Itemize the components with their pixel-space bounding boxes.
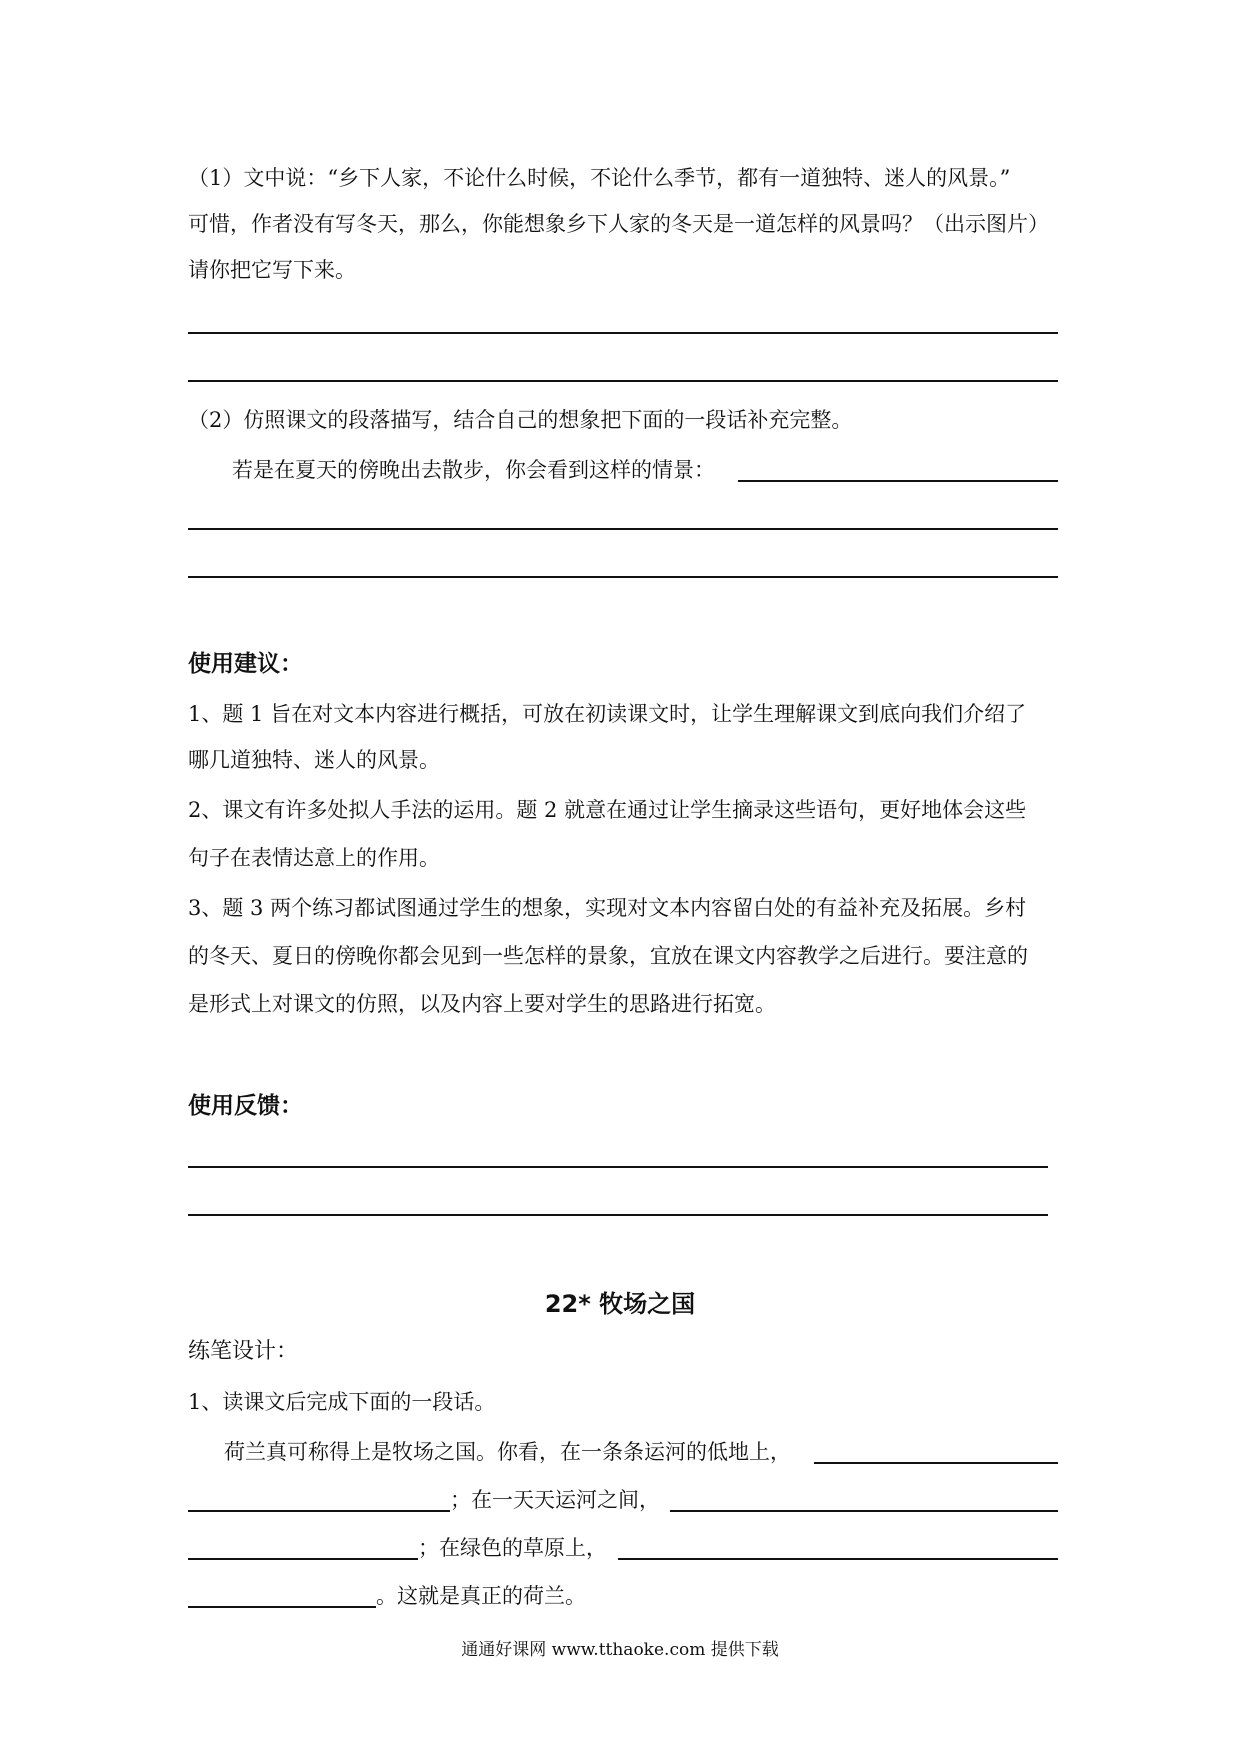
- suggestion-2-line-1: 2、课文有许多处拟人手法的运用。题 2 就意在通过让学生摘录这些语句，更好地体会这些: [188, 798, 1027, 822]
- q2-line-1: （2）仿照课文的段落描写，结合自己的想象把下面的一段话补充完整。: [188, 408, 853, 432]
- exercise-1-segment-3: ；在绿色的草原上，: [418, 1536, 607, 1560]
- answer-line-q2-1[interactable]: [188, 528, 1058, 530]
- suggestion-2-line-2: 句子在表情达意上的作用。: [188, 846, 440, 870]
- q1-line-2: 可惜，作者没有写冬天，那么，你能想象乡下人家的冬天是一道怎样的风景吗？（出示图片）: [188, 212, 1049, 236]
- blank-1[interactable]: [814, 1462, 1058, 1464]
- blank-4[interactable]: [188, 1558, 418, 1560]
- blank-2[interactable]: [188, 1510, 450, 1512]
- feedback-line-2[interactable]: [188, 1214, 1048, 1216]
- feedback-line-1[interactable]: [188, 1166, 1048, 1168]
- exercise-1-paragraph-start: 荷兰真可称得上是牧场之国。你看，在一条条运河的低地上，: [224, 1440, 791, 1464]
- feedback-heading: 使用反馈：: [188, 1093, 303, 1119]
- answer-line-q2-inline[interactable]: [738, 480, 1058, 482]
- q1-line-3: 请你把它写下来。: [188, 258, 356, 282]
- suggestion-3-line-2: 的冬天、夏日的傍晚你都会见到一些怎样的景象，宜放在课文内容教学之后进行。要注意的: [188, 944, 1028, 968]
- exercise-1-segment-4: 。这就是真正的荷兰。: [376, 1584, 586, 1608]
- answer-line-q1-2[interactable]: [188, 380, 1058, 382]
- suggestion-3-line-1: 3、题 3 两个练习都试图通过学生的想象，实现对文本内容留白处的有益补充及拓展。乡村: [188, 896, 1027, 920]
- q1-line-1: （1）文中说：“乡下人家，不论什么时候，不论什么季节，都有一道独特、迷人的风景。”: [188, 166, 1011, 190]
- answer-line-q2-2[interactable]: [188, 576, 1058, 578]
- suggestion-1-line-2: 哪几道独特、迷人的风景。: [188, 748, 440, 772]
- blank-6[interactable]: [188, 1606, 376, 1608]
- exercise-1-instruction: 1、读课文后完成下面的一段话。: [188, 1390, 496, 1414]
- q2-line-2: 若是在夏天的傍晚出去散步，你会看到这样的情景：: [232, 458, 715, 482]
- blank-3[interactable]: [670, 1510, 1058, 1512]
- exercise-1-segment-2: ；在一天天运河之间，: [450, 1488, 660, 1512]
- suggestions-heading: 使用建议：: [188, 651, 303, 677]
- suggestion-1-line-1: 1、题 1 旨在对文本内容进行概括，可放在初读课文时，让学生理解课文到底向我们介绍了: [188, 702, 1027, 726]
- blank-5[interactable]: [618, 1558, 1058, 1560]
- lesson-title: 22* 牧场之国: [544, 1290, 696, 1318]
- footer-text: 通通好课网 www.tthaoke.com 提供下载: [461, 1640, 779, 1660]
- answer-line-q1-1[interactable]: [188, 332, 1058, 334]
- suggestion-3-line-3: 是形式上对课文的仿照，以及内容上要对学生的思路进行拓宽。: [188, 992, 776, 1016]
- lesson-section-heading: 练笔设计：: [188, 1339, 299, 1364]
